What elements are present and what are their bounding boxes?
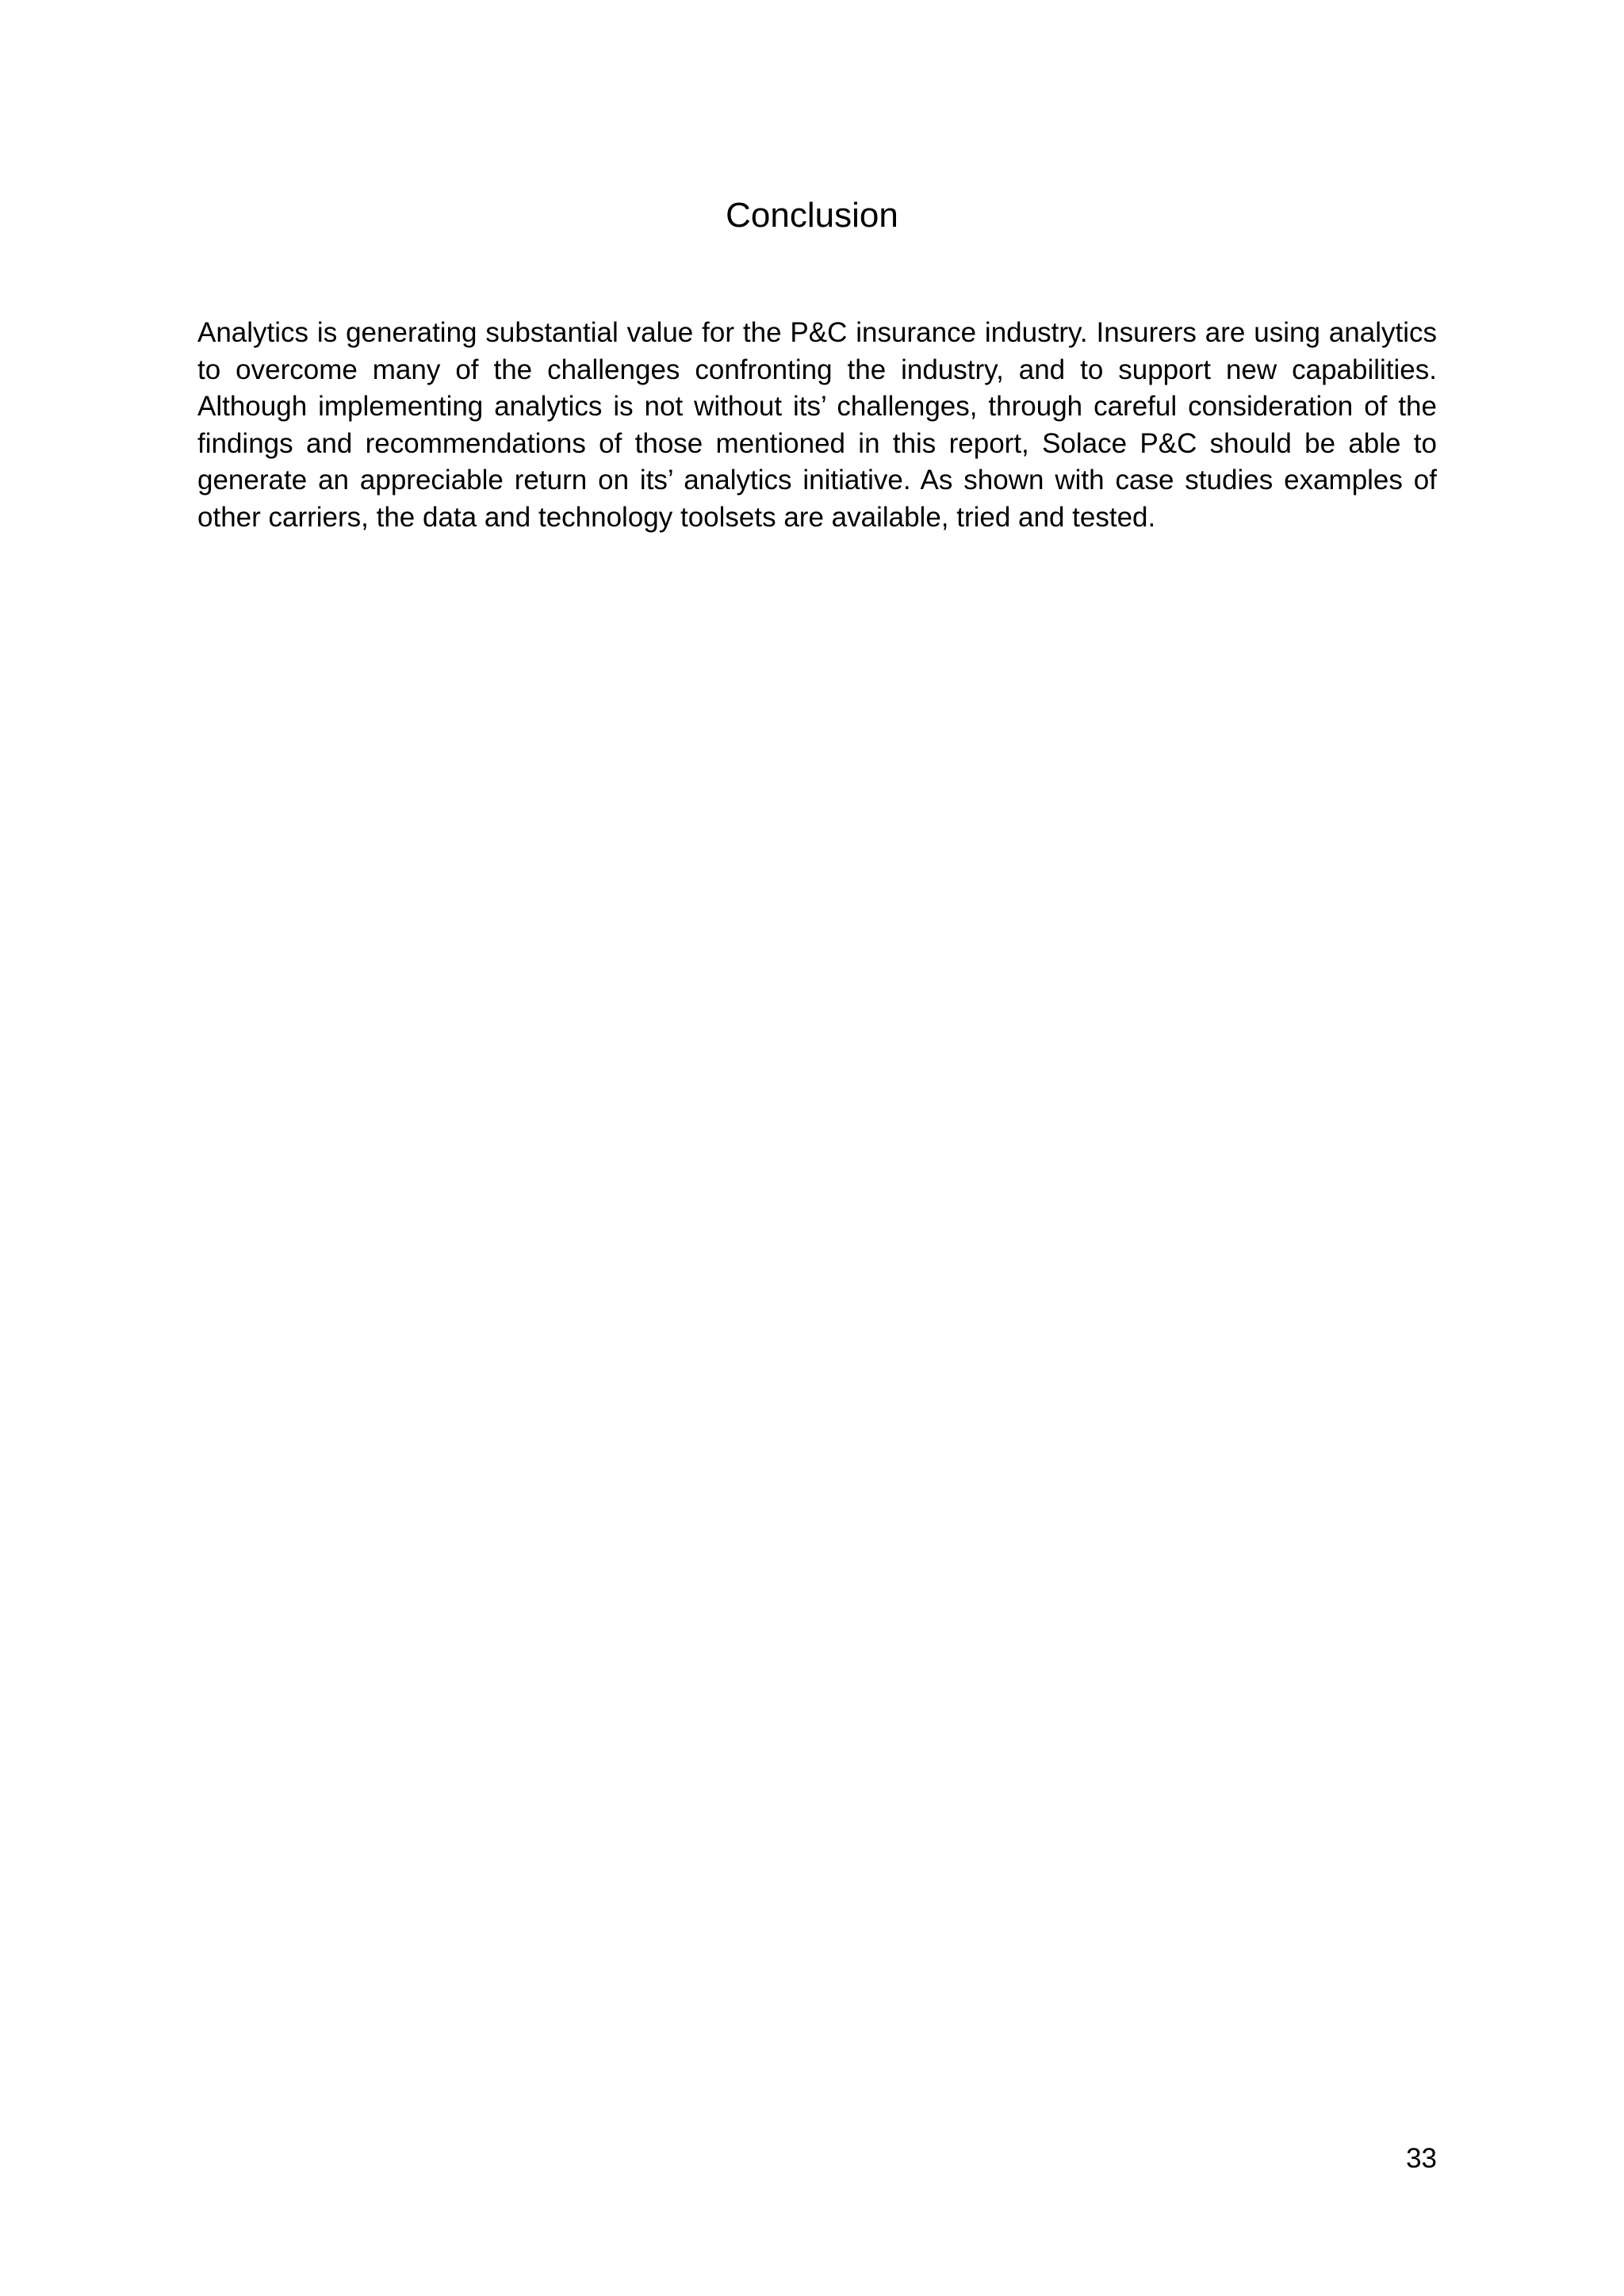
conclusion-paragraph: Analytics is generating substantial value for the P&C insurance industry. Insurers are using analytics to overcome many of the challenges confronting the industry, and to support new capabilities. Although implementing analytics is not without its’ challenges, through careful consideration of the findings and recommendations of those mentioned in this report, Solace P&C should be able to generate an appreciable return on its’ analytics initiative. As shown with case studies examples of other carriers, the data and technology toolsets are available, tried and tested. xyxy=(197,317,1437,533)
page-number: 33 xyxy=(1406,2143,1437,2174)
section-heading: Conclusion xyxy=(726,196,898,235)
